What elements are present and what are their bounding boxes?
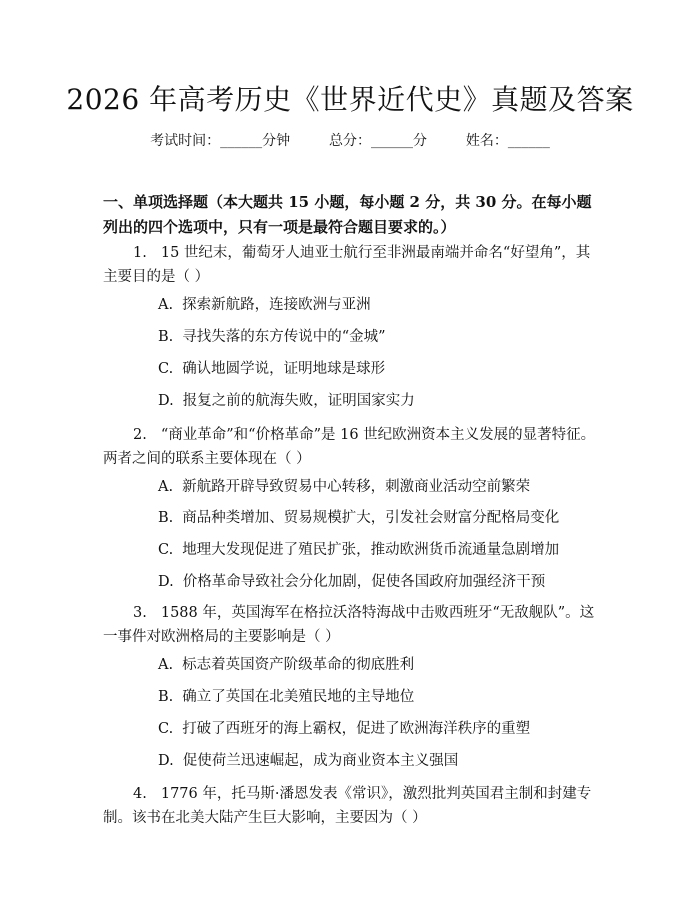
question-3-option-c [158,718,530,740]
name-label: 姓名： [465,133,508,149]
option-letter: B. [158,510,174,526]
option-letter: D. [158,753,174,769]
question-2-option-b [158,507,559,529]
option-text: 探索新航路，连接欧洲与亚洲 [182,297,371,313]
question-1-option-d [158,390,415,412]
score-blank: ______分 [371,133,427,149]
option-text: 标志着英国资产阶级革命的彻底胜利 [182,657,415,673]
question-3-option-b [158,686,414,708]
question-1 [103,241,598,289]
option-letter: B. [158,689,174,705]
option-letter: A. [158,479,174,495]
option-letter: C. [158,542,174,558]
page-title: 2026 年高考历史《世界近代史》真题及答案 [66,83,634,116]
question-4 [103,782,598,830]
option-letter: A. [158,297,174,313]
option-text: 新航路开辟导致贸易中心转移，刺激商业活动空前繁荣 [182,479,531,495]
option-text: 报复之前的航海失败，证明国家实力 [182,393,415,409]
option-text: 寻找失落的东方传说中的“金城” [182,329,386,345]
option-letter: D. [158,574,174,590]
option-letter: D. [158,393,174,409]
question-3-option-a [158,654,414,676]
question-3-option-d [158,750,458,772]
time-blank: ______分钟 [220,133,291,149]
option-letter: A. [158,657,174,673]
section-heading: 一、单项选择题（本大题共 15 小题，每小题 2 分，共 30 分。在每小题列出的四个选项中，只有一项是最符合题目要求的。） [103,193,592,236]
question-number: 1. [133,245,147,261]
option-text: 价格革命导致社会分化加剧，促使各国政府加强经济干预 [182,574,546,590]
question-number: 4. [133,786,147,802]
option-text: 确认地圆学说，证明地球是球形 [182,361,386,377]
question-2-option-c [158,539,559,561]
question-1-option-b [158,326,386,348]
question-number: 3. [133,605,147,621]
question-number: 2. [133,427,147,443]
question-1-option-a [158,294,371,316]
time-label: 考试时间： [150,133,221,149]
question-2 [103,423,598,471]
question-stem: 1776 年，托马斯·潘恩发表《常识》，激烈批判英国君主制和封建专制。该书在北美大陆产生巨大影响，主要因为（ ） [103,786,592,826]
option-text: 商品种类增加、贸易规模扩大，引发社会财富分配格局变化 [182,510,560,526]
option-text: 促使荷兰迅速崛起，成为商业资本主义强国 [182,753,459,769]
option-text: 地理大发现促进了殖民扩张，推动欧洲货币流通量急剧增加 [182,542,560,558]
question-2-option-a [158,476,530,498]
name-blank: ______ [507,133,550,149]
option-letter: C. [158,361,174,377]
option-text: 打破了西班牙的海上霸权，促进了欧洲海洋秩序的重塑 [182,721,531,737]
question-stem: “商业革命”和“价格革命”是 16 世纪欧洲资本主义发展的显著特征。两者之间的联系主要体现在（ ） [103,427,596,467]
score-label: 总分： [329,133,371,149]
question-2-option-d [158,571,545,593]
option-text: 确立了英国在北美殖民地的主导地位 [182,689,415,705]
option-letter: B. [158,329,174,345]
question-3 [103,601,598,649]
option-letter: C. [158,721,174,737]
exam-info-line [0,131,700,151]
question-stem: 15 世纪末，葡萄牙人迪亚士航行至非洲最南端并命名“好望角”，其主要目的是（ ） [103,245,591,285]
question-1-option-c [158,358,385,380]
question-stem: 1588 年，英国海军在格拉沃洛特海战中击败西班牙“无敌舰队”。这一事件对欧洲格局的主要影响是（ ） [103,605,595,645]
